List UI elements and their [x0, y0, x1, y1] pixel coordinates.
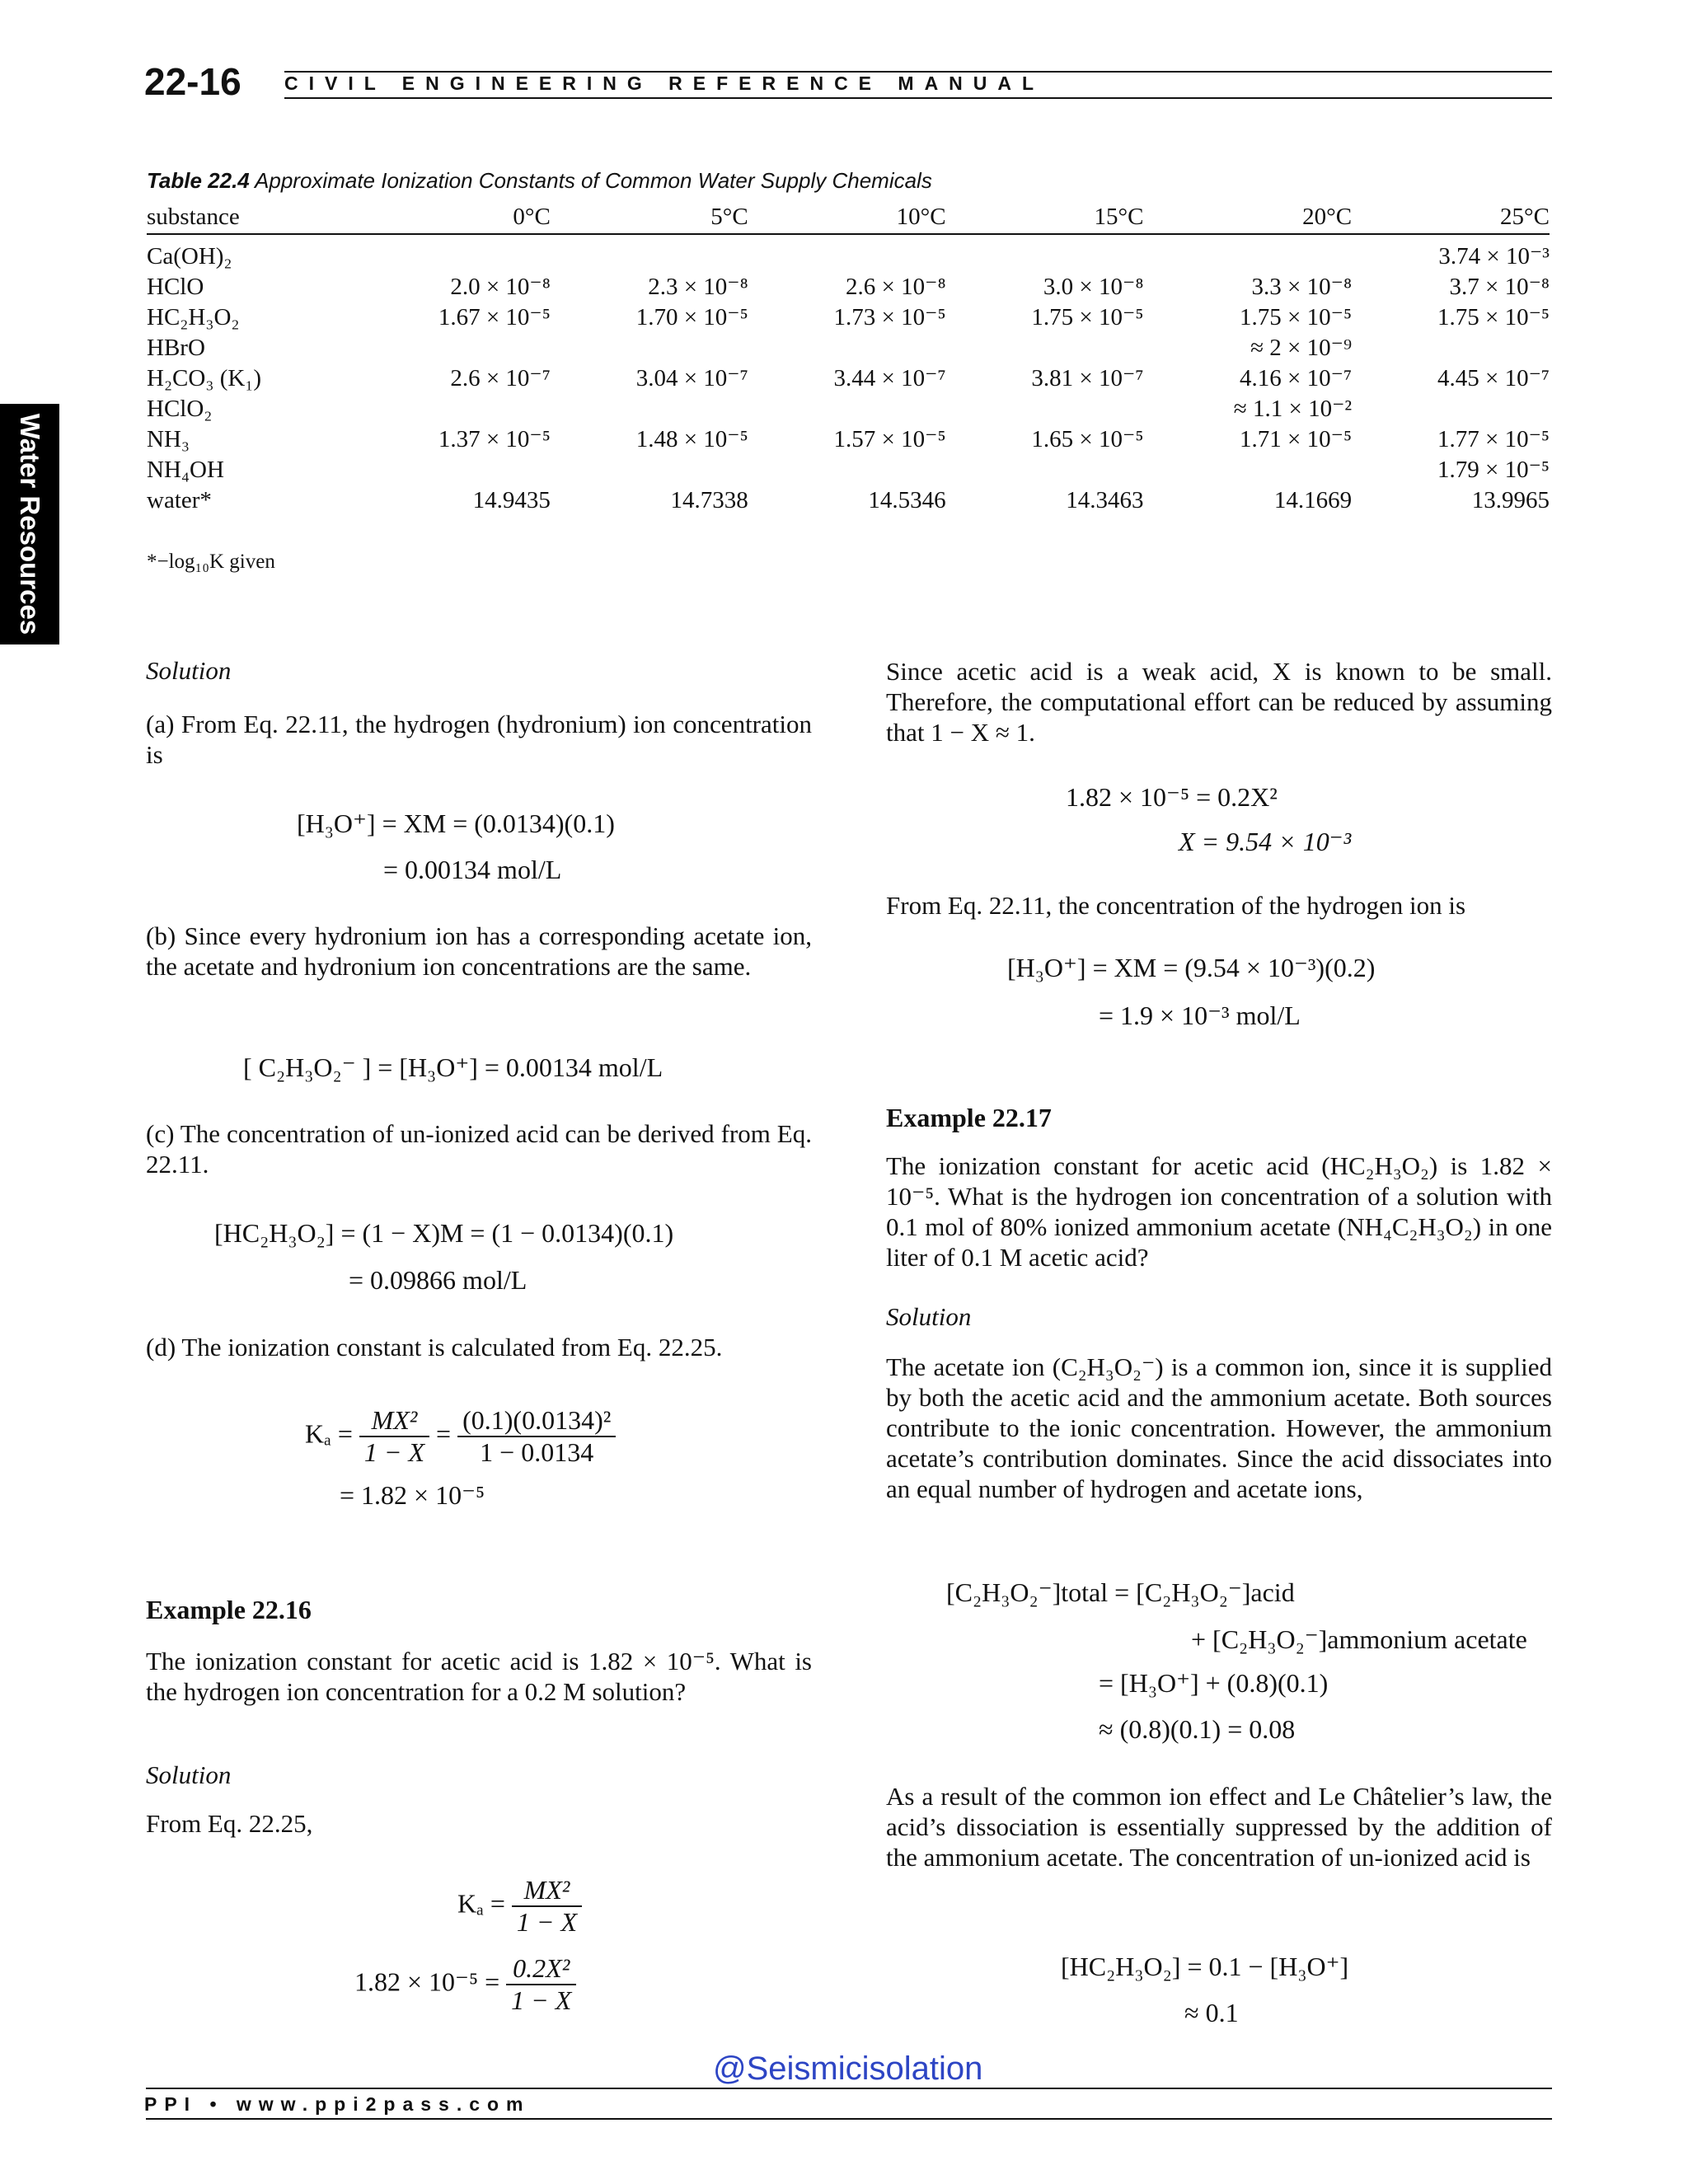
- column-header: 15°C: [946, 200, 1144, 234]
- table-caption: [147, 168, 932, 194]
- table-row: [147, 424, 1550, 455]
- constant-cell: 1.75 × 10⁻⁵: [1437, 304, 1550, 330]
- constant-cell: 1.79 × 10⁻⁵: [1437, 457, 1550, 483]
- constant-cell: 1.75 × 10⁻⁵: [1031, 304, 1144, 330]
- constant-cell: 14.7338: [670, 487, 748, 513]
- equation-t4: ≈ (0.8)(0.1) = 0.08: [1099, 1714, 1296, 1744]
- constant-cell: [1352, 394, 1550, 424]
- example-22-16-title: Example 22.16: [146, 1595, 312, 1624]
- constant-cell: 3.81 × 10⁻⁷: [1031, 365, 1144, 391]
- equation-d2: = 1.82 × 10⁻⁵: [340, 1480, 485, 1510]
- equals-sign: =: [436, 1418, 452, 1449]
- constant-cell: 1.48 × 10⁻⁵: [635, 426, 748, 452]
- equation-d1-lhs: Kₐ =: [305, 1418, 353, 1449]
- constant-cell: ≈ 2 × 10⁻⁹: [1250, 335, 1353, 361]
- constant-cell: [551, 333, 748, 363]
- fraction-denominator: 1 − X: [363, 1437, 425, 1467]
- constant-cell: [1352, 333, 1550, 363]
- constant-cell: 3.74 × 10⁻³: [1438, 243, 1550, 269]
- manual-title: CIVIL ENGINEERING REFERENCE MANUAL: [284, 73, 1045, 94]
- table-row: [147, 302, 1550, 333]
- column-header: 20°C: [1143, 200, 1352, 234]
- equation-a2: = 0.00134 mol/L: [383, 855, 562, 884]
- constant-cell: 1.65 × 10⁻⁵: [1031, 426, 1144, 452]
- equation-t1: [C₂H₃O₂⁻]total = [C₂H₃O₂⁻]acid: [946, 1577, 1295, 1607]
- constant-cell: 3.0 × 10⁻⁸: [1043, 274, 1144, 300]
- column-header: 5°C: [551, 200, 748, 234]
- constant-cell: [748, 234, 946, 272]
- constant-cell: 3.3 × 10⁻⁸: [1251, 274, 1353, 300]
- constant-cell: 14.9435: [472, 487, 551, 513]
- constant-cell: [946, 234, 1144, 272]
- part-d-text: (d) The ionization constant is calculated from Eq. 22.25.: [146, 1333, 723, 1361]
- equation-d1: [305, 1405, 616, 1468]
- example-22-17-title: Example 22.17: [886, 1103, 1052, 1132]
- table-row: [147, 455, 1550, 485]
- table-row: [147, 234, 1550, 272]
- side-tab-label: Water Resources: [15, 413, 45, 635]
- constant-cell: [946, 394, 1144, 424]
- equation-a1: [H₃O⁺] = XM = (0.0134)(0.1): [297, 808, 615, 838]
- constant-cell: ≈ 1.1 × 10⁻²: [1233, 396, 1353, 422]
- solution-heading: Solution: [146, 656, 232, 685]
- constant-cell: 2.6 × 10⁻⁸: [846, 274, 946, 300]
- column-header: substance: [147, 200, 353, 234]
- equation-r2: X = 9.54 × 10⁻³: [1179, 827, 1352, 856]
- table-row: [147, 485, 1550, 516]
- equation-f: [354, 1953, 576, 2016]
- constant-cell: 14.1669: [1273, 487, 1353, 513]
- table-footnote: *−log₁₀K given: [147, 551, 275, 573]
- constant-cell: [1143, 455, 1352, 485]
- constant-cell: [353, 234, 551, 272]
- constant-cell: [946, 455, 1144, 485]
- constant-cell: [946, 333, 1144, 363]
- equation-e-lhs: Kₐ =: [457, 1888, 505, 1919]
- equation-c1: [HC₂H₃O₂] = (1 − X)M = (1 − 0.0134)(0.1): [214, 1218, 674, 1248]
- page-number: 22-16: [144, 60, 241, 103]
- constant-cell: [748, 394, 946, 424]
- constant-cell: [353, 394, 551, 424]
- fraction: [457, 1405, 616, 1468]
- fraction-denominator: 1 − X: [516, 1907, 578, 1937]
- ionization-constants-table: [147, 200, 1550, 516]
- constant-cell: [551, 234, 748, 272]
- constant-cell: 3.04 × 10⁻⁷: [635, 365, 748, 391]
- equation-e: [457, 1875, 582, 1938]
- example-22-16-text: The ionization constant for acetic acid is 1.82 × 10⁻⁵. What is the hydrogen ion concentration for a 0.2 M solution?: [146, 1647, 812, 1706]
- header-rule-bottom: [284, 97, 1552, 99]
- table-row: [147, 272, 1550, 302]
- constant-cell: 2.6 × 10⁻⁷: [450, 365, 551, 391]
- equation-t2: + [C₂H₃O₂⁻]ammonium acetate: [1191, 1624, 1527, 1654]
- constant-cell: 13.9965: [1471, 487, 1550, 513]
- column-header: 10°C: [748, 200, 946, 234]
- table-row: [147, 394, 1550, 424]
- constant-cell: 14.5346: [868, 487, 946, 513]
- part-a-text: (a) From Eq. 22.11, the hydrogen (hydronium) ion concentration is: [146, 710, 812, 769]
- equation-r3: [H₃O⁺] = XM = (9.54 × 10⁻³)(0.2): [1007, 953, 1376, 982]
- substance-cell: HC₂H₃O₂: [147, 304, 240, 330]
- table-caption-number: Table 22.4: [147, 168, 250, 193]
- footer-rule-bottom: [146, 2118, 1552, 2120]
- constant-cell: [551, 455, 748, 485]
- equation-u1: [HC₂H₃O₂] = 0.1 − [H₃O⁺]: [1061, 1952, 1349, 1981]
- constant-cell: 1.67 × 10⁻⁵: [438, 304, 551, 330]
- fraction-denominator: 1 − 0.0134: [480, 1437, 594, 1467]
- substance-cell: water*: [147, 487, 212, 513]
- substance-cell: Ca(OH)₂: [147, 243, 232, 269]
- constant-cell: 3.7 × 10⁻⁸: [1449, 274, 1550, 300]
- constant-cell: 1.57 × 10⁻⁵: [833, 426, 946, 452]
- substance-cell: HBrO: [147, 335, 205, 361]
- acetate-text: The acetate ion (C₂H₃O₂⁻) is a common ion, since it is supplied by both the acetic acid and the ammonium acetate. Both sources contribute to the ionic concentration. However, the ammonium acetate’s contribution dominates. Since the acid dissociates into an equal number of hydrogen and acetate ions,: [886, 1352, 1552, 1503]
- constant-cell: [551, 394, 748, 424]
- table-row: [147, 333, 1550, 363]
- fraction: [506, 1953, 576, 2016]
- constant-cell: 4.45 × 10⁻⁷: [1437, 365, 1550, 391]
- solution-heading: Solution: [886, 1302, 972, 1331]
- substance-cell: HClO₂: [147, 396, 213, 422]
- result-text: As a result of the common ion effect and Le Châtelier’s law, the acid’s dissociation is essentially suppressed by the addition of the ammonium acetate. The concentration of un-ionized acid is: [886, 1782, 1552, 1872]
- constant-cell: 3.44 × 10⁻⁷: [833, 365, 946, 391]
- constant-cell: 1.70 × 10⁻⁵: [635, 304, 748, 330]
- substance-cell: H₂CO₃ (K₁): [147, 365, 262, 391]
- constant-cell: [1143, 234, 1352, 272]
- equation-r4: = 1.9 × 10⁻³ mol/L: [1099, 1001, 1301, 1030]
- fraction-numerator: MX²: [359, 1405, 429, 1437]
- fraction-numerator: MX²: [512, 1875, 582, 1907]
- example-22-17-text: The ionization constant for acetic acid (HC₂H₃O₂) is 1.82 × 10⁻⁵. What is the hydrogen ion concentration of a solution with 0.1 mol of 80% ionized ammonium acetate (NH₄C₂H₃O₂) in one liter of 0.1 M acetic acid?: [886, 1151, 1552, 1272]
- column-header: 25°C: [1352, 200, 1550, 234]
- substance-cell: NH₄OH: [147, 457, 224, 483]
- constant-cell: [353, 333, 551, 363]
- constant-cell: [353, 455, 551, 485]
- constant-cell: 1.73 × 10⁻⁵: [833, 304, 946, 330]
- constant-cell: 1.37 × 10⁻⁵: [438, 426, 551, 452]
- part-b-text: (b) Since every hydronium ion has a corresponding acetate ion, the acetate and hydronium ion concentrations are the same.: [146, 921, 812, 981]
- constant-cell: 14.3463: [1066, 487, 1144, 513]
- constant-cell: 2.3 × 10⁻⁸: [648, 274, 748, 300]
- equation-r1: 1.82 × 10⁻⁵ = 0.2X²: [1066, 782, 1278, 812]
- fraction: [359, 1405, 429, 1468]
- constant-cell: 1.77 × 10⁻⁵: [1437, 426, 1550, 452]
- constant-cell: [748, 333, 946, 363]
- equation-f-lhs: 1.82 × 10⁻⁵ =: [354, 1966, 500, 1997]
- watermark: @Seismicisolation: [713, 2050, 983, 2087]
- substance-cell: HClO: [147, 274, 204, 300]
- table-header-row: [147, 200, 1550, 234]
- constant-cell: 1.71 × 10⁻⁵: [1240, 426, 1353, 452]
- column-header: 0°C: [353, 200, 551, 234]
- footer-rule-top: [146, 2088, 1552, 2089]
- substance-cell: NH₃: [147, 426, 190, 452]
- constant-cell: 2.0 × 10⁻⁸: [450, 274, 551, 300]
- fraction: [512, 1875, 582, 1938]
- constant-cell: [748, 455, 946, 485]
- constant-cell: 1.75 × 10⁻⁵: [1240, 304, 1353, 330]
- equation-b: [ C₂H₃O₂⁻ ] = [H₃O⁺] = 0.00134 mol/L: [243, 1052, 663, 1082]
- from-text: From Eq. 22.11, the concentration of the hydrogen ion is: [886, 891, 1466, 920]
- table-row: [147, 363, 1550, 394]
- equation-t3: = [H₃O⁺] + (0.8)(0.1): [1099, 1668, 1329, 1698]
- equation-c2: = 0.09866 mol/L: [349, 1265, 528, 1295]
- from-eq-text: From Eq. 22.25,: [146, 1809, 313, 1838]
- part-c-text: (c) The concentration of un-ionized acid can be derived from Eq. 22.11.: [146, 1119, 812, 1179]
- equation-u2: ≈ 0.1: [1184, 1998, 1239, 2027]
- constant-cell: 4.16 × 10⁻⁷: [1240, 365, 1353, 391]
- table-caption-text: Approximate Ionization Constants of Common Water Supply Chemicals: [255, 168, 932, 193]
- solution-heading: Solution: [146, 1760, 232, 1789]
- fraction-numerator: 0.2X²: [506, 1953, 576, 1985]
- footer-text: PPI • www.ppi2pass.com: [144, 2093, 531, 2115]
- fraction-denominator: 1 − X: [511, 1985, 572, 2015]
- since-text: Since acetic acid is a weak acid, X is known to be small. Therefore, the computational effort can be reduced by assuming that 1 − X ≈ 1.: [886, 657, 1552, 747]
- section-side-tab: [0, 404, 59, 644]
- fraction-numerator: (0.1)(0.0134)²: [457, 1405, 616, 1437]
